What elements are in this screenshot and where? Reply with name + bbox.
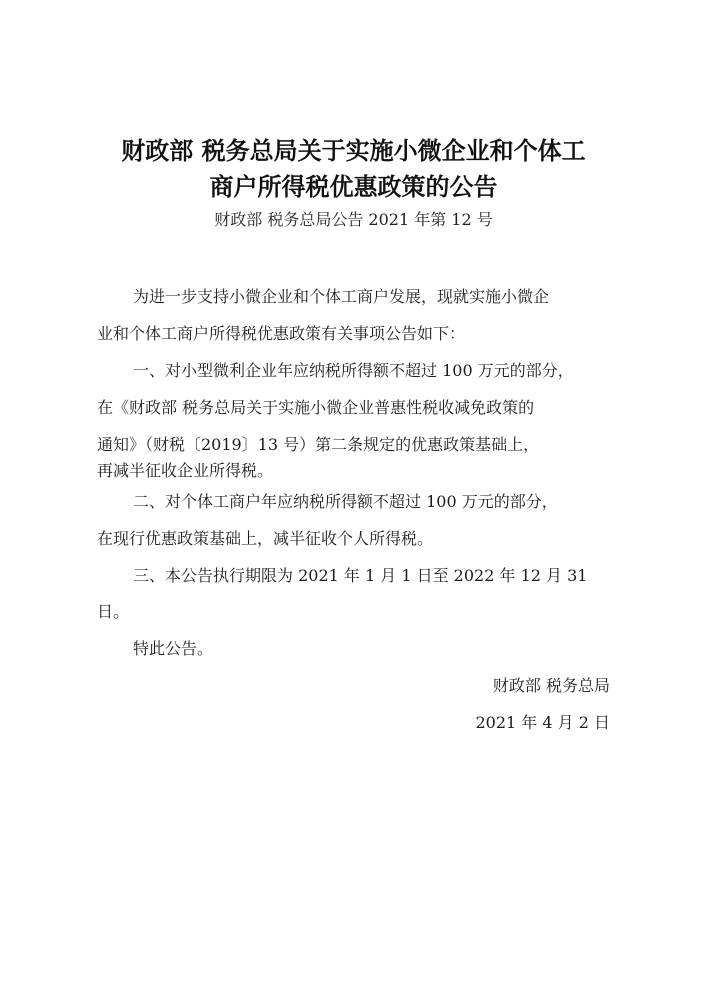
intro-line-2: 业和个体工商户所得税优惠政策有关事项公告如下：: [97, 324, 466, 343]
signature-issuer: 财政部 税务总局: [492, 676, 610, 695]
clause-1-line-4: 再减半征收企业所得税。: [97, 461, 274, 480]
clause-2-line-1: 二、对个体工商户年应纳税所得额不超过 100 万元的部分，: [133, 492, 558, 511]
clause-3-line-2: 日。: [97, 602, 130, 621]
document-title-line-2: 商户所得税优惠政策的公告: [209, 173, 498, 201]
clause-1-line-1: 一、对小型微利企业年应纳税所得额不超过 100 万元的部分，: [133, 361, 574, 380]
closing-statement: 特此公告。: [133, 639, 214, 658]
intro-line-1: 为进一步支持小微企业和个体工商户发展，现就实施小微企: [133, 287, 550, 306]
clause-2-line-2: 在现行优惠政策基础上，减半征收个人所得税。: [97, 529, 434, 548]
clause-1-line-3: 通知》（财税〔2019〕13 号）第二条规定的优惠政策基础上，: [97, 435, 540, 454]
signature-date: 2021 年 4 月 2 日: [475, 713, 610, 732]
announcement-number: 财政部 税务总局公告 2021 年第 12 号: [214, 210, 493, 229]
clause-1-line-2: 在《财政部 税务总局关于实施小微企业普惠性税收减免政策的: [97, 398, 535, 417]
clause-3-line-1: 三、本公告执行期限为 2021 年 1 月 1 日至 2022 年 12 月 31: [133, 566, 588, 585]
document-title-line-1: 财政部 税务总局关于实施小微企业和个体工: [121, 137, 586, 165]
